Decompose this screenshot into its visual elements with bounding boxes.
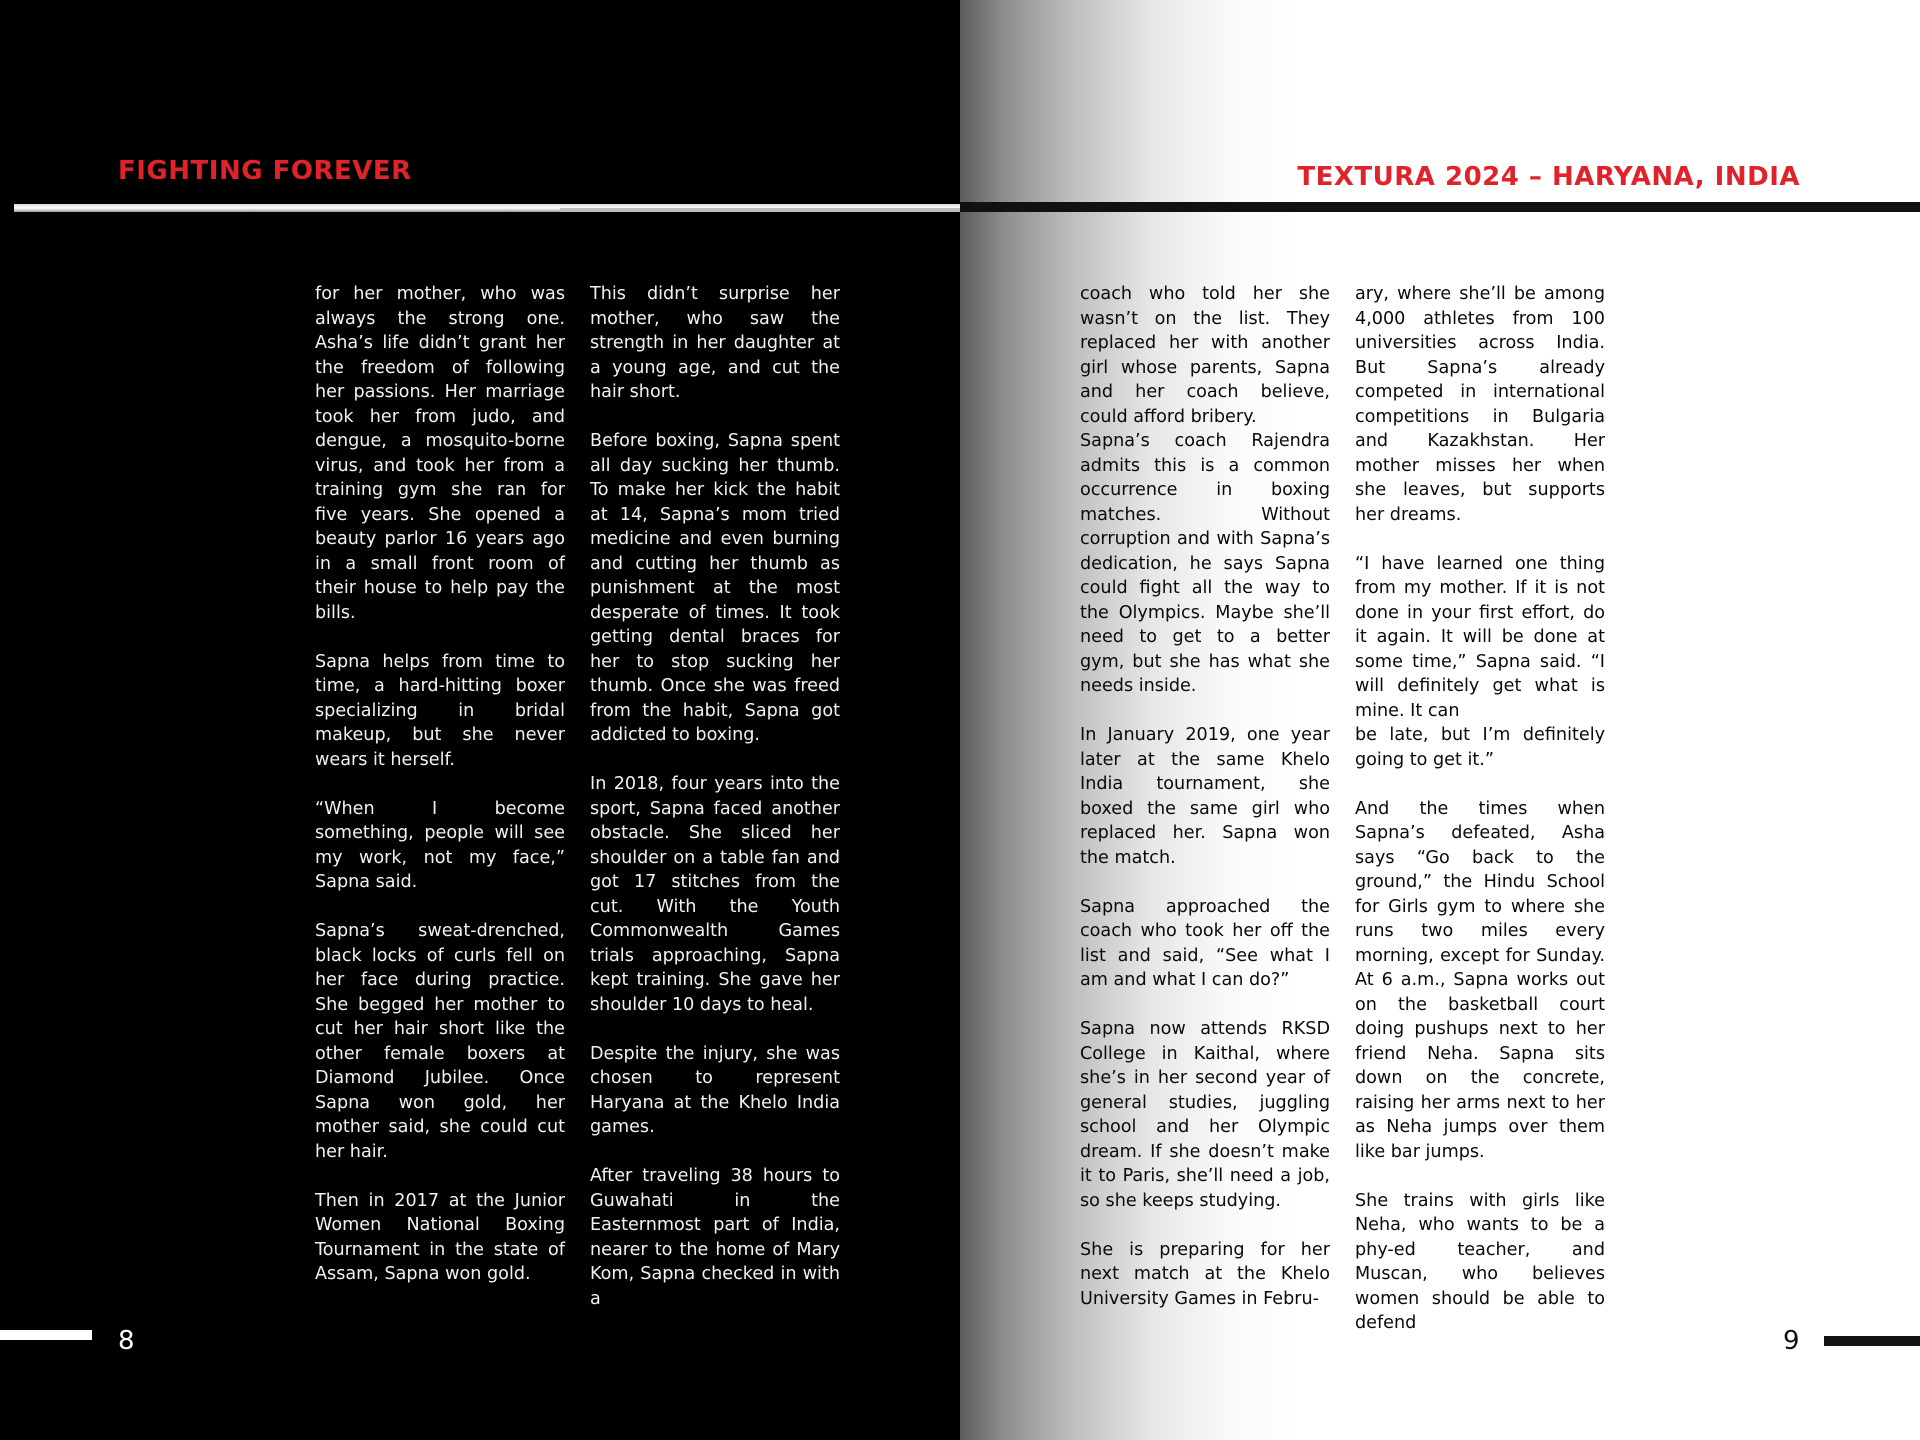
paragraph: Sapna approached the coach who took her off the list and said, “See what I am and what I can do?” bbox=[1080, 896, 1330, 990]
footer-bar-left bbox=[0, 1330, 92, 1340]
footer-bar-right bbox=[1824, 1336, 1920, 1346]
header-rule-notch bbox=[560, 208, 960, 212]
paragraph: In January 2019, one year later at the same Khelo India tournament, she boxed the same girl who replaced her. Sapna won the match. bbox=[1080, 725, 1330, 868]
paragraph: Sapna’s sweat-drenched, black locks of curls fell on her face during practice. She begged her mother to cut her hair short like the other female boxers at Diamond Jubilee. Once Sapna won gold, her mother said, she could cut her hair. bbox=[315, 921, 565, 1162]
header-rule-right bbox=[960, 202, 1920, 212]
paragraph: for her mother, who was always the strong one. Asha’s life didn’t grant her the freedom of following her passions. Her marriage took her from judo, and dengue, a mosquito-borne virus, and took her from a training gym she ran for five years. She opened a beauty parlor 16 years ago in a small front room of their house to help pay the bills. bbox=[315, 284, 565, 623]
paragraph: ary, where she’ll be among 4,000 athletes from 100 universities across India. But Sapna’s already competed in international competitions in Bulgaria and Kazakhstan. Her mother misses her when she leaves, but supports her dreams. bbox=[1355, 284, 1605, 525]
paragraph: After traveling 38 hours to Guwahati in the Easternmost part of India, nearer to the home of Mary Kom, Sapna checked in with a bbox=[590, 1166, 840, 1309]
paragraph: This didn’t surprise her mother, who saw the strength in her daughter at a young age, and cut the hair short. bbox=[590, 284, 840, 402]
left-column-2 bbox=[590, 282, 840, 1336]
paragraph: Despite the injury, she was chosen to represent Haryana at the Khelo India games. bbox=[590, 1043, 840, 1137]
page-number-right: 9 bbox=[1783, 1326, 1800, 1356]
paragraph: “When I become something, people will see my work, not my face,” Sapna said. bbox=[315, 798, 565, 892]
page-number-left: 8 bbox=[118, 1326, 135, 1356]
paragraph: In 2018, four years into the sport, Sapna faced another obstacle. She sliced her shoulder on a table fan and got 17 stitches from the cut. With the Youth Commonwealth Games trials approaching, Sapna kept training. She gave her shoulder 10 days to heal. bbox=[590, 774, 840, 1015]
right-column-2 bbox=[1355, 282, 1605, 1360]
paragraph: Before boxing, Sapna spent all day sucking her thumb. To make her kick the habit at 14, Sapna’s mom tried medicine and even burning and cutting her thumb as punishment at the most desperate of times. It took getting dental braces for her to stop sucking her thumb. Once she was freed from the habit, Sapna got addicted to boxing. bbox=[590, 431, 840, 745]
running-head-left: FIGHTING FOREVER bbox=[118, 156, 412, 186]
paragraph: She trains with girls like Neha, who wants to be a phy-ed teacher, and Muscan, who believes women should be able to defend bbox=[1355, 1190, 1605, 1333]
paragraph: Then in 2017 at the Junior Women National Boxing Tournament in the state of Assam, Sapna won gold. bbox=[315, 1190, 565, 1284]
left-column-1 bbox=[315, 282, 565, 1311]
paragraph: Sapna now attends RKSD College in Kaithal, where she’s in her second year of general studies, juggling school and her Olympic dream. If she doesn’t make it to Paris, she’ll need a job, so she keeps studying. bbox=[1080, 1019, 1330, 1211]
paragraph: She is preparing for her next match at the Khelo University Games in Febru- bbox=[1080, 1239, 1330, 1309]
running-head-right: TEXTURA 2024 – HARYANA, INDIA bbox=[1297, 162, 1800, 192]
right-page bbox=[960, 0, 1920, 1440]
paragraph: And the times when Sapna’s defeated, Asha says “Go back to the ground,” the Hindu School for Girls gym to where she runs two miles every morning, except for Sunday. At 6 a.m., Sapna works out on the basketball court doing pushups next to her friend Neha. Sapna sits down on the concrete, raising her arms next to her as Neha jumps over them like bar jumps. bbox=[1355, 798, 1605, 1162]
paragraph: “I have learned one thing from my mother. If it is not done in your first effort, do it again. It will be done at some time,” Sapna said. “I will definitely get what is mine. It can be late, but I’m definitely going to get it.” bbox=[1355, 553, 1605, 770]
header-rule-left bbox=[14, 204, 960, 212]
paragraph: coach who told her she wasn’t on the list. They replaced her with another girl whose parents, Sapna and her coach believe, could afford bribery. Sapna’s coach Rajendra admits this is a common occurrence in boxing matches. Without corruption and with Sapna’s dedication, he says Sapna could fight all the way to the Olympics. Maybe she’ll need to get to a better gym, but she has what she needs inside. bbox=[1080, 284, 1330, 696]
right-column-1 bbox=[1080, 282, 1330, 1336]
paragraph: Sapna helps from time to time, a hard-hitting boxer specializing in bridal makeup, but she never wears it herself. bbox=[315, 651, 565, 770]
